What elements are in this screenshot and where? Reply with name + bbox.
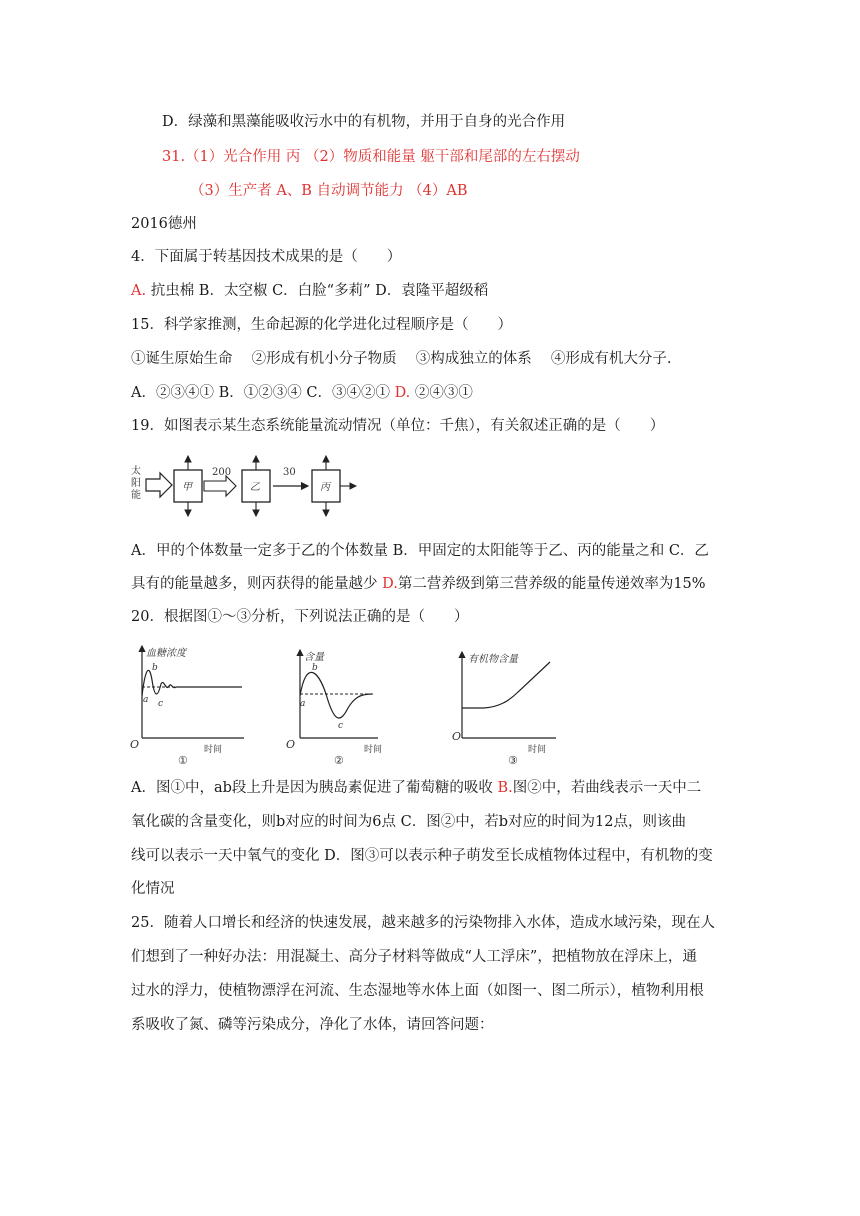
point-b: b [152, 663, 158, 673]
answer-letter: D. [382, 576, 398, 592]
graph-2-ylabel: 含量 [304, 652, 324, 663]
point-a: a [143, 695, 149, 705]
graph-1-curve [142, 670, 242, 696]
sun-input-arrow [146, 473, 172, 497]
options-text: 图②中，若曲线表示一天中二 [512, 780, 702, 796]
graph-3-curve [462, 662, 550, 708]
source-label: 2016德州 [131, 216, 197, 232]
question-19-options-line1: A．甲的个体数量一定多于乙的个体数量 B．甲固定的太阳能等于乙、丙的能量之和 C．乙 [131, 543, 709, 559]
question-15: 15．科学家推测，生命起源的化学进化过程顺序是（ ） [131, 317, 512, 333]
point-c: c [338, 721, 344, 731]
value-30: 30 [283, 467, 296, 478]
graph-2 [286, 650, 382, 767]
question-15-items: ①诞生原始生命 ②形成有机小分子物质 ③构成独立的体系 ④形成有机大分子. [131, 351, 672, 367]
question-25-line1: 25．随着人口增长和经济的快速发展，越来越多的污染物排入水体，造成水域污染，现在人 [131, 915, 715, 931]
box-yi-label: 乙 [250, 482, 260, 493]
value-200: 200 [212, 467, 232, 478]
graph-3-number: ③ [508, 754, 518, 767]
box-jia-label: 甲 [182, 482, 192, 493]
answer-31-line2: （3）生产者 A、B 自动调节能力 （4）AB [190, 183, 468, 199]
question-25-line3: 过水的浮力，使植物漂浮在河流、生态湿地等水体上面（如图一、图二所示），植物利用根 [131, 983, 704, 999]
graph-2-number: ② [334, 754, 344, 767]
graph-2-curve [300, 672, 372, 718]
graph-1-xlabel: 时间 [204, 745, 223, 755]
answer-31-line1: 31.（1）光合作用 丙 （2）物质和能量 躯干部和尾部的左右摆动 [162, 149, 580, 165]
energy-flow-diagram [128, 444, 360, 520]
point-a: a [300, 699, 306, 709]
question-25-line2: 们想到了一种好办法：用混凝土、高分子材料等做成“人工浮床”，把植物放在浮床上，通 [131, 949, 697, 965]
graph-3 [452, 652, 556, 767]
graph-3-ylabel: 有机物含量 [468, 654, 518, 665]
options-text: 第二营养级到第三营养级的能量传递效率为15% [397, 576, 706, 592]
question-19: 19．如图表示某生态系统能量流动情况（单位：千焦），有关叙述正确的是（ ） [131, 418, 665, 434]
question-20-options-line3: 线可以表示一天中氧气的变化 D．图③可以表示种子萌发至长成植物体过程中，有机物的变 [131, 848, 713, 864]
graph-1-ylabel: 血糖浓度 [146, 648, 186, 659]
answer-letter: A. [131, 283, 147, 299]
point-b: b [312, 663, 318, 673]
option-d-prev-question: D．绿藻和黑藻能吸收污水中的有机物，并用于自身的光合作用 [162, 114, 566, 130]
graph-3-origin: O [452, 730, 462, 743]
sun-label-3: 能 [131, 490, 141, 501]
question-15-options [131, 383, 473, 403]
options-text: A．②③④① B．①②③④ C．③④②① [131, 385, 395, 401]
options-text: 具有的能量越多，则丙获得的能量越少 [131, 576, 383, 592]
graphs-figure [126, 640, 566, 770]
question-19-options-line2 [131, 574, 706, 594]
question-4-options [131, 281, 488, 301]
box-bing-label: 丙 [320, 482, 330, 493]
question-20-options-line4: 化情况 [131, 881, 175, 897]
question-20: 20．根据图①～③分析，下列说法正确的是（ ） [131, 609, 469, 625]
graph-1-number: ① [178, 754, 188, 767]
answer-letter: B. [497, 780, 513, 796]
question-25-line4: 系吸收了氮、磷等污染成分，净化了水体，请回答问题： [131, 1017, 494, 1033]
answer-letter: D. [394, 385, 411, 401]
graph-2-origin: O [286, 738, 296, 751]
hollow-arrow-200 [204, 476, 236, 496]
sun-label-1: 太 [131, 466, 141, 477]
question-20-options-line1 [131, 778, 701, 798]
options-text: 抗虫棉 B．太空椒 C．白脸“多莉” D．袁隆平超级稻 [146, 283, 489, 299]
options-text: A．图①中，ab段上升是因为胰岛素促进了葡萄糖的吸收 [131, 780, 498, 796]
options-text: ②④③① [410, 385, 473, 401]
graph-1-origin: O [130, 738, 140, 751]
graph-3-xlabel: 时间 [528, 745, 547, 755]
question-20-options-line2: 氧化碳的含量变化，则b对应的时间为6点 C．图②中，若b对应的时间为12点，则该曲 [131, 814, 686, 830]
point-c: c [158, 699, 164, 709]
sun-label-2: 阳 [131, 478, 141, 489]
graph-2-xlabel: 时间 [364, 745, 383, 755]
question-4: 4．下面属于转基因技术成果的是（ ） [131, 249, 402, 265]
graph-1 [130, 646, 244, 767]
